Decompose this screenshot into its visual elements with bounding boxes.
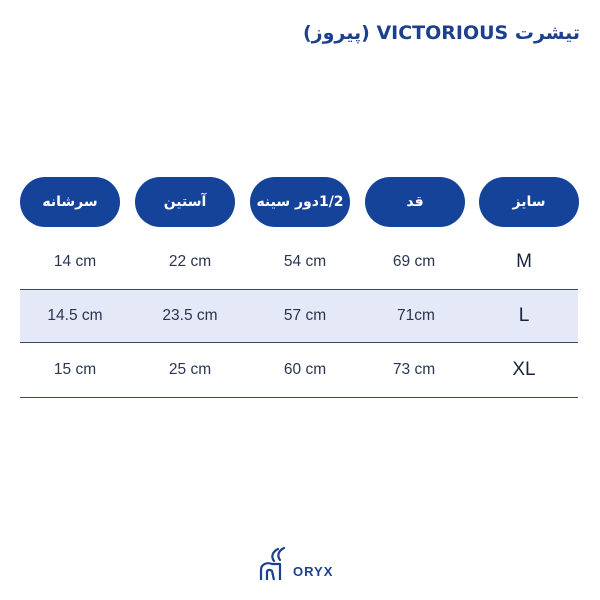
header-shoulder: سرشانه (20, 177, 120, 227)
cell-chest: 57 cm (283, 307, 327, 324)
cell-shoulder: 14.5 cm (47, 307, 103, 324)
cell-sleeve: 23.5 cm (162, 307, 218, 324)
table-row (20, 235, 578, 290)
table-header (0, 177, 600, 227)
cell-sleeve: 25 cm (168, 361, 212, 378)
header-half-chest: 1/2دور سینه (250, 177, 350, 227)
size-table (20, 235, 578, 398)
oryx-logo-icon (258, 545, 292, 583)
header-length: قد (365, 177, 465, 227)
cell-size: M (516, 251, 532, 272)
cell-length: 73 cm (392, 361, 436, 378)
cell-length: 71cm (397, 307, 435, 324)
cell-chest: 60 cm (283, 361, 327, 378)
header-sleeve: آستین (135, 177, 235, 227)
cell-shoulder: 14 cm (53, 253, 97, 270)
cell-sleeve: 22 cm (168, 253, 212, 270)
cell-chest: 54 cm (283, 253, 327, 270)
table-row (20, 343, 578, 398)
table-row (20, 290, 578, 343)
cell-size: L (518, 305, 530, 326)
page-title: تیشرت VICTORIOUS (پیروز) (302, 22, 580, 44)
brand-name: ORYX (293, 564, 334, 579)
cell-shoulder: 15 cm (53, 361, 97, 378)
brand-logo (258, 545, 348, 585)
cell-length: 69 cm (392, 253, 436, 270)
cell-size: XL (512, 359, 536, 380)
header-size: سایز (479, 177, 579, 227)
